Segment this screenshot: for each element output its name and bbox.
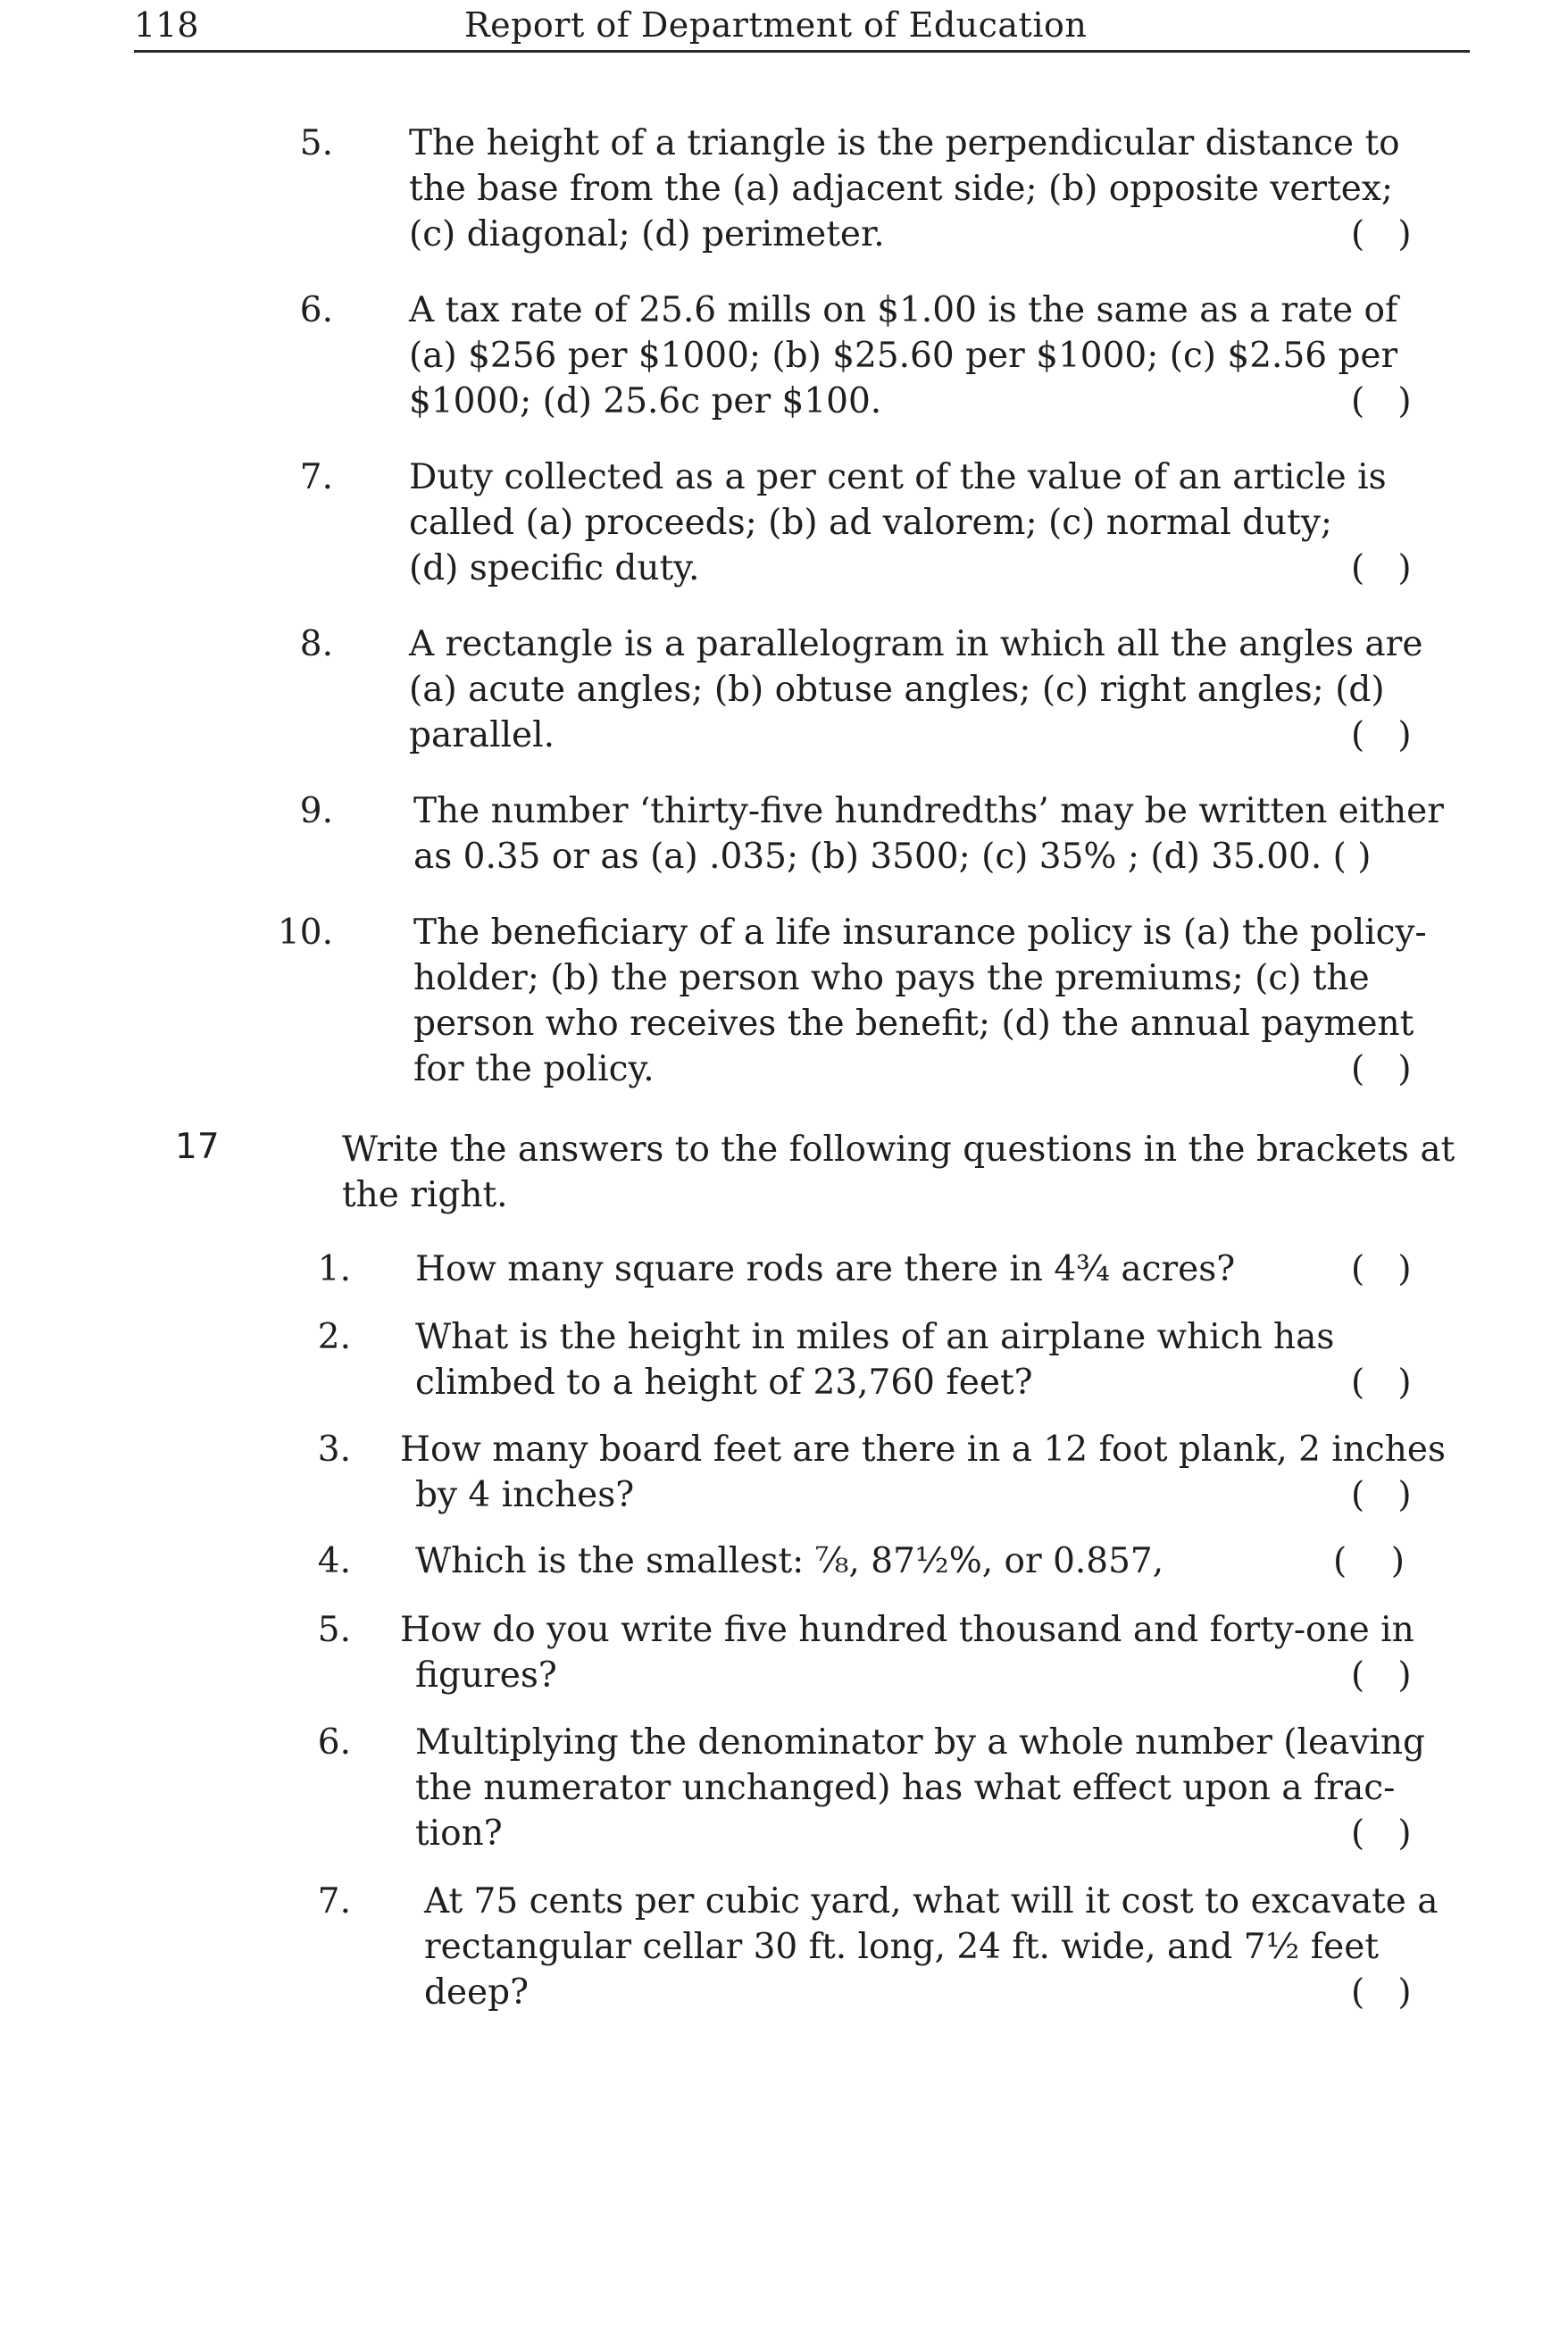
question-line: A rectangle is a parallelogram in which all the angles are [409,624,1423,664]
question-line: At 75 cents per cubic yard, what will it cost to excavate a [424,1881,1439,1922]
section-instructions: Write the answers to the following questions in the brackets at the right. [342,1130,1455,1215]
question-line: parallel. [409,715,555,755]
question-number: 2. [317,1317,351,1357]
answer-bracket: ( ) [1351,1475,1412,1515]
question-line: deep? [424,1972,529,2013]
question-line: holder; (b) the person who pays the premiums; (c) the [413,958,1370,998]
answer-bracket: ( ) [1351,715,1412,755]
answer-bracket: ( ) [1351,381,1412,421]
question-number: 6. [317,1722,351,1763]
question-line: (a) $256 per $1000; (b) $25.60 per $1000; (c) $2.56 per [409,336,1398,376]
question-line: Which is the smallest: ⅞, 87½%, or 0.857, [415,1541,1164,1581]
question-line: The height of a triangle is the perpendicular distance to [409,123,1400,163]
question-line: A tax rate of 25.6 mills on $1.00 is the same as a rate of [409,290,1398,330]
section-number: 17 [175,1127,220,1167]
question-line: rectangular cellar 30 ft. long, 24 ft. wide, and 7½ feet [424,1927,1379,1967]
answer-bracket: ( ) [1351,548,1412,588]
question-number: 8. [299,624,333,664]
question-line: person who receives the benefit; (d) the annual payment [413,1004,1414,1044]
question-line: figures? [415,1655,557,1696]
question-line: $1000; (d) 25.6c per $100. [409,381,882,421]
question-line: for the policy. [413,1049,655,1089]
question-line: The number ‘thirty-five hundredths’ may be written either [413,791,1444,831]
question-number: 5. [317,1610,351,1650]
question-number: 1. [317,1249,351,1289]
question-line: by 4 inches? [415,1475,635,1515]
question-number: 9. [299,791,333,831]
answer-bracket: ( ) [1351,214,1412,254]
header-rule [134,50,1470,53]
question-line: How many board feet are there in a 12 foot plank, 2 inches [400,1430,1446,1470]
question-line: What is the height in miles of an airplane which has [415,1317,1335,1357]
question-line: called (a) proceeds; (b) ad valorem; (c) normal duty; [409,503,1332,543]
question-number: 6. [299,290,333,330]
page-number: 118 [134,5,199,45]
question-number: 10. [277,913,333,953]
question-number: 3. [317,1430,351,1470]
answer-bracket: ( ) [1351,1049,1412,1089]
question-line: How many square rods are there in 4¾ acres? [415,1249,1236,1289]
question-number: 4. [317,1541,351,1581]
question-number: 7. [299,457,333,497]
question-line: The beneficiary of a life insurance policy is (a) the policy- [413,913,1427,953]
answer-bracket: ( ) [1351,1363,1412,1403]
question-number: 5. [299,123,333,163]
answer-bracket: ( ) [1333,1541,1405,1581]
answer-bracket: ( ) [1351,1813,1412,1854]
question-line: as 0.35 or as (a) .035; (b) 3500; (c) 35% ; (d) 35.00. ( ) [413,837,1372,877]
question-line: tion? [415,1813,503,1854]
question-line: (a) acute angles; (b) obtuse angles; (c) right angles; (d) [409,670,1385,710]
question-line: How do you write five hundred thousand and forty-one in [400,1610,1414,1650]
question-line: the numerator unchanged) has what effect upon a frac- [415,1768,1396,1808]
question-line: Multiplying the denominator by a whole number (leaving [415,1722,1425,1763]
question-number: 7. [317,1881,351,1922]
answer-bracket: ( ) [1351,1972,1412,2013]
answer-bracket: ( ) [1351,1655,1412,1696]
question-line: (d) specific duty. [409,548,700,588]
question-line: the base from the (a) adjacent side; (b) opposite vertex; [409,169,1393,209]
question-line: climbed to a height of 23,760 feet? [415,1363,1033,1403]
answer-bracket: ( ) [1351,1249,1412,1289]
question-line: Duty collected as a per cent of the value of an article is [409,457,1387,497]
running-header-title: Report of Department of Education [464,5,1088,45]
question-line: (c) diagonal; (d) perimeter. [409,214,885,254]
